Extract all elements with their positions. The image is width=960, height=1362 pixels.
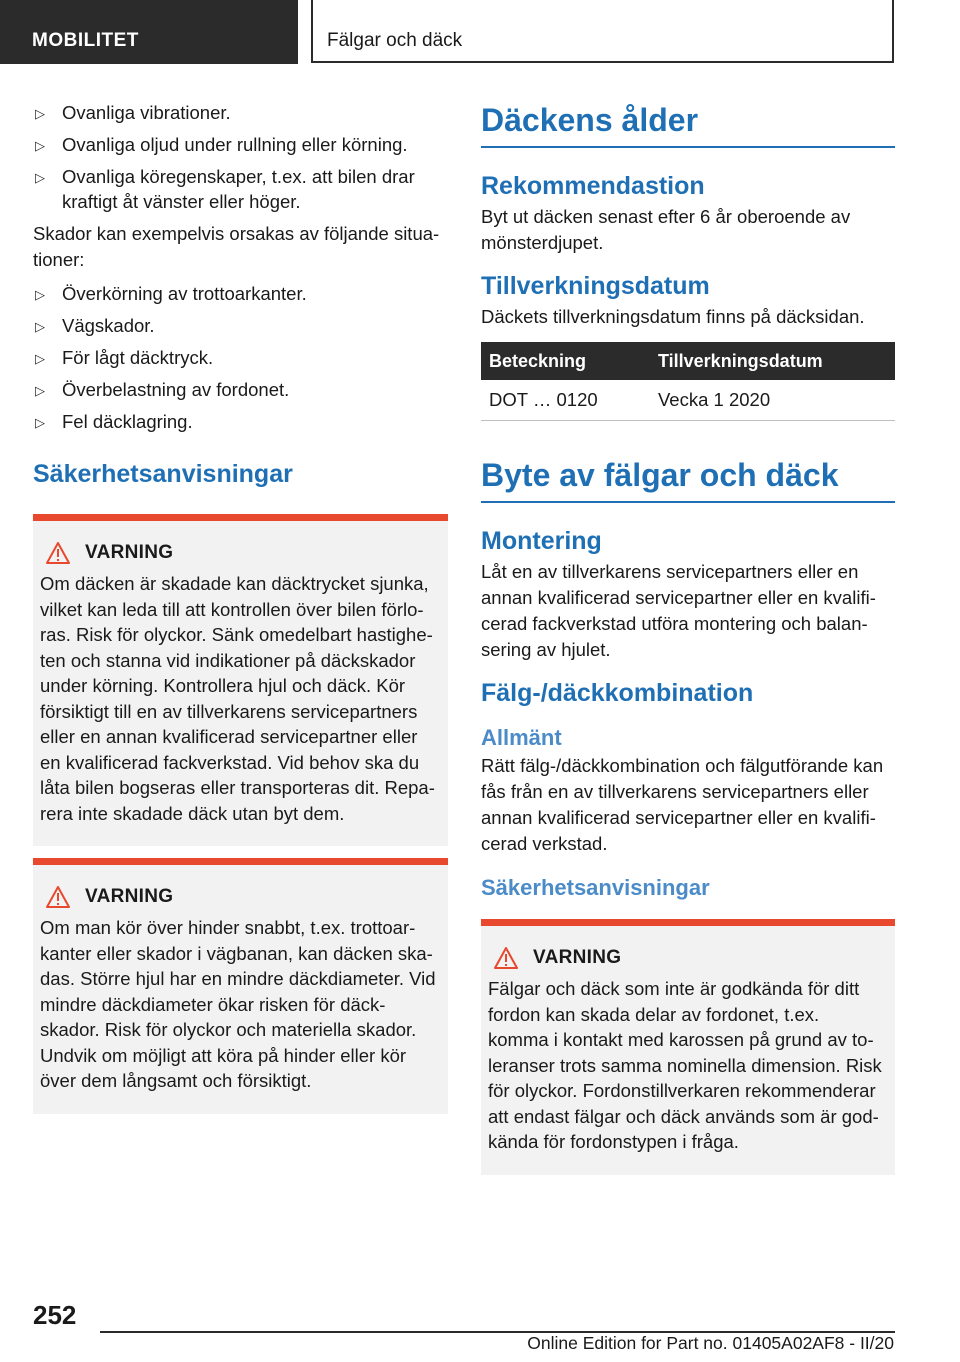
triangle-bullet-icon: ▷ xyxy=(35,415,45,430)
manufacture-text: Däckets tillverkningsdatum finns på däcksidan. xyxy=(481,306,865,327)
triangle-bullet-icon: ▷ xyxy=(35,138,45,153)
recommendation-text: Byt ut däcken senast efter 6 år oberoende av mönsterdjupet. xyxy=(481,206,851,253)
warning-text: Fälgar och däck som inte är godkända för ditt fordon kan skada delar av fordonet, t.ex. komma i kontakt med karossen på grund av to‐leranser trots samma nominella dimension. Risk för olyckor. Fordonstillverkaren rekommenderar att endast fälgar och däck används som är god‐kända för fordonstypen i fråga. xyxy=(488,978,882,1152)
triangle-bullet-icon: ▷ xyxy=(35,170,45,185)
safety-heading-left: Säkerhetsanvisningar xyxy=(33,460,293,488)
list-item: ▷ Ovanliga oljud under rullning eller körning. xyxy=(33,132,448,157)
warning-header xyxy=(40,541,436,565)
list-item: ▷ Ovanliga köregenskaper, t.ex. att bilen drar kraftigt åt vänster eller höger. xyxy=(35,166,415,212)
general-text: Rätt fälg-/däckkombination och fälgutförande kan fås från en av tillverkarens servicepartners eller annan kvalificerad servicepartner eller en kvalifi‐cerad verkstad. xyxy=(481,755,884,854)
triangle-bullet-icon: ▷ xyxy=(35,351,45,366)
tire-age-heading: Däckens ålder xyxy=(481,100,895,148)
damage-intro: Skador kan exempelvis orsakas av följande situa‐tioner: xyxy=(33,223,440,270)
warning-box xyxy=(33,858,448,1114)
warning-triangle-icon xyxy=(45,885,71,909)
list-item: ▷ Vägskador. xyxy=(33,313,448,338)
mounting-heading: Montering xyxy=(481,527,602,555)
table-header-row xyxy=(481,342,895,380)
footer-edition: Online Edition for Part no. 01405A02AF8 - II/20 xyxy=(527,1333,894,1353)
warning-header xyxy=(488,946,883,970)
left-column xyxy=(33,100,448,1114)
warning-triangle-icon xyxy=(493,946,519,970)
warning-box xyxy=(481,919,895,1175)
manufacture-heading: Tillverkningsdatum xyxy=(481,272,710,300)
change-heading: Byte av fälgar och däck xyxy=(481,455,895,503)
table-cell: DOT … 0120 xyxy=(481,380,650,421)
header-section-label: MOBILITET xyxy=(32,30,139,51)
combo-heading: Fälg-/däckkombination xyxy=(481,679,754,707)
header-title: Fälgar och däck xyxy=(327,30,463,51)
header-title-box xyxy=(311,0,894,63)
triangle-bullet-icon: ▷ xyxy=(35,383,45,398)
manufacture-date-table xyxy=(481,342,895,421)
symptom-list xyxy=(33,100,448,214)
safety-heading-right: Säkerhetsanvisningar xyxy=(481,875,710,900)
warning-label: VARNING xyxy=(85,542,174,563)
list-item: ▷ För lågt däcktryck. xyxy=(33,345,448,370)
warning-label: VARNING xyxy=(533,947,622,968)
warning-box xyxy=(33,514,448,846)
mounting-text: Låt en av tillverkarens servicepartners eller en annan kvalificerad servicepartner eller en kvalifi‐cerad fackverkstad utföra montering och balan‐sering av hjulet. xyxy=(481,561,876,660)
list-item: ▷ Fel däcklagring. xyxy=(33,409,448,434)
cause-list xyxy=(33,281,448,434)
triangle-bullet-icon: ▷ xyxy=(35,287,45,302)
list-item: ▷ Överkörning av trottoarkanter. xyxy=(33,281,448,306)
warning-triangle-icon xyxy=(45,541,71,565)
list-item: ▷ Överbelastning av fordonet. xyxy=(33,377,448,402)
header-section-tab xyxy=(0,0,298,64)
right-column xyxy=(481,100,895,1175)
warning-text: Om däcken är skadade kan däcktrycket sjunka, vilket kan leda till att kontrollen över bilen förlo‐ras. Risk för olyckor. Sänk omedelbart hastighe‐ten och stanna vid indikationer på däckskador under körning. Kontrollera hjul och däck. Kör försiktigt till en av tillverkarens servicepartners eller en annan kvalificerad servicepartner eller en kvalificerad fackverkstad. Vid behov ska du låta bilen bogseras eller transporteras dit. Repa‐rera inte skadade däck utan byt dem. xyxy=(40,573,435,824)
table-header-cell: Beteckning xyxy=(481,342,650,380)
page-number: 252 xyxy=(33,1300,77,1330)
warning-header xyxy=(40,885,436,909)
table-cell: Vecka 1 2020 xyxy=(650,380,895,421)
table-row xyxy=(481,380,895,421)
recommendation-heading: Rekommendastion xyxy=(481,172,705,200)
table-header-cell: Tillverkningsdatum xyxy=(650,342,895,380)
warning-label: VARNING xyxy=(85,886,174,907)
warning-text: Om man kör över hinder snabbt, t.ex. trottoar‐kanter eller skador i vägbanan, kan däcken ska‐das. Större hjul har en mindre däckdiameter. Vid mindre däckdiameter ökar risken för däck‐skador. Risk för olyckor och materiella skador. Undvik om möjligt att köra på hinder eller kör över dem långsamt och försiktigt. xyxy=(40,917,436,1091)
general-heading: Allmänt xyxy=(481,725,562,750)
triangle-bullet-icon: ▷ xyxy=(35,319,45,334)
triangle-bullet-icon: ▷ xyxy=(35,106,45,121)
list-item: ▷ Ovanliga vibrationer. xyxy=(33,100,448,125)
